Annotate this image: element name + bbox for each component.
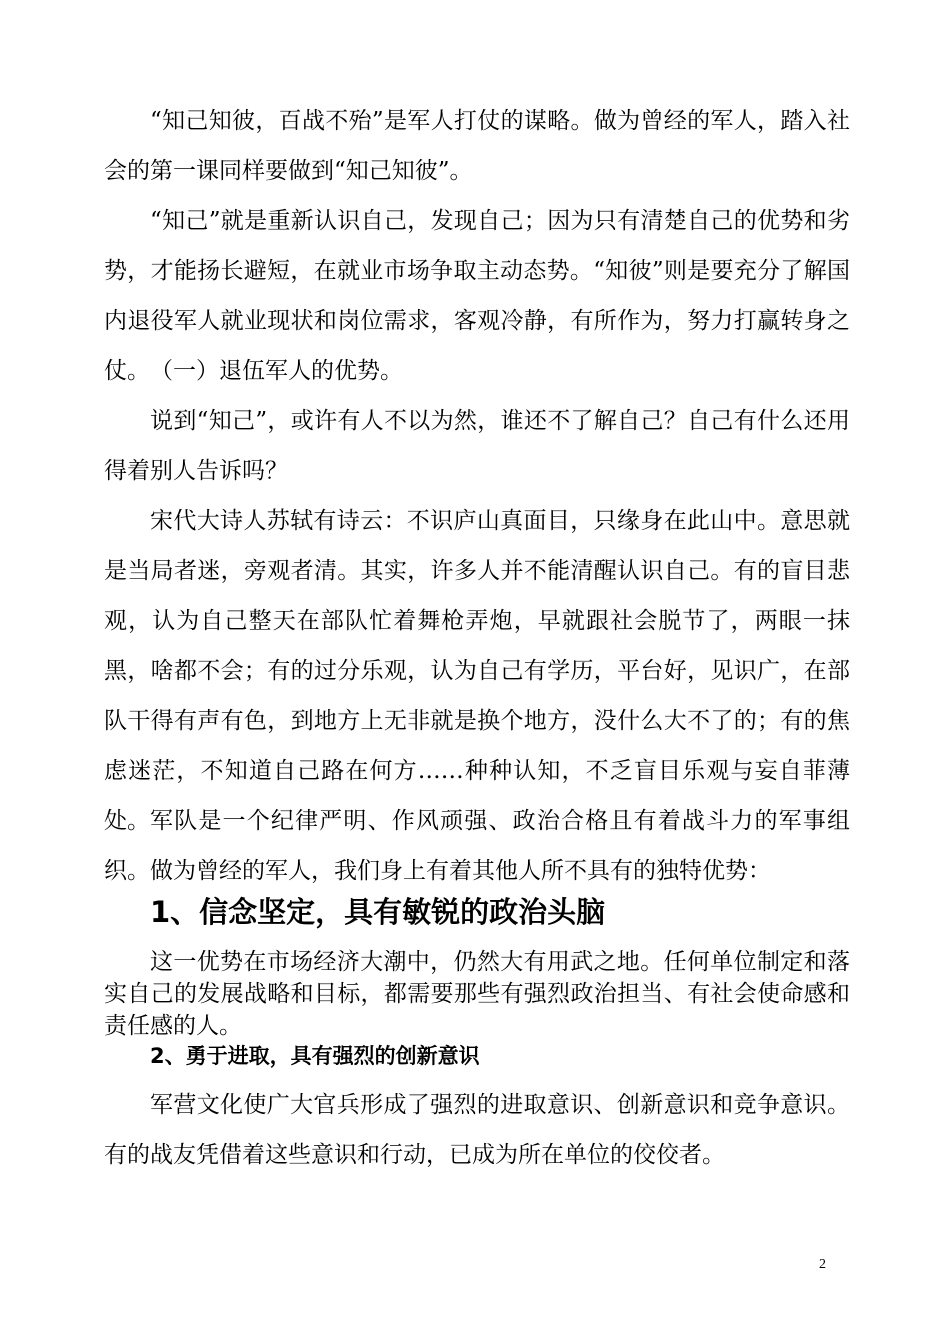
paragraph-know-yourself-intro: “知己知彼，百战不殆”是军人打仗的谋略。做为曾经的军人，踏入社会的第一课同样要做到“知己知彼”。 [104,108,850,184]
paragraph-su-shi-poem: 宋代大诗人苏轼有诗云：不识庐山真面目，只缘身在此山中。意思就是当局者迷，旁观者清。其实，许多人并不能清醒认识自己。有的盲目悲观，认为自己整天在部队忙着舞枪弄炮，早就跟社会脱节了，两眼一抹黑，啥都不会；有的过分乐观，认为自己有学历，平台好，见识广，在部队干得有声有色，到地方上无非就是换个地方，没什么大不了的；有的焦虑迷茫，不知道自己路在何方……种种认知，不乏盲目乐观与妄自菲薄处。 [104,508,850,834]
section-heading-veteran-advantages: （一）退伍军人的优势。 [150,358,403,384]
heading-innovation: 2、勇于进取，具有强烈的创新意识 [150,1044,480,1068]
paragraph-barracks-culture: 军营文化使广大官兵形成了强烈的进取意识、创新意识和竞争意识。有的战友凭借着这些意识和行动，已成为所在单位的佼佼者。 [104,1092,850,1168]
paragraph-self-knowledge-question: 说到“知己”，或许有人不以为然，谁还不了解自己？自己有什么还用得着别人告诉吗？ [104,408,850,484]
page-number: 2 [819,1257,826,1272]
paragraph-know-yourself-definition: “知己”就是重新认识自己，发现自己；因为只有清楚自己的优势和劣势，才能扬长避短，在就业市场争取主动态势。“知彼”则是要充分了解国内退役军人就业现状和岗位需求，客观冷静，有所作为，努力打赢转身之仗。 [104,208,850,384]
paragraph-political-advantage: 这一优势在市场经济大潮中，仍然大有用武之地。任何单位制定和落实自己的发展战略和目标，都需要那些有强烈政治担当、有社会使命感和责任感的人。 [104,949,850,1039]
heading-firm-belief: 1、信念坚定，具有敏锐的政治头脑 [150,895,606,929]
paragraph-military-organization: 军队是一个纪律严明、作风顽强、政治合格且有着战斗力的军事组织。做为曾经的军人，我们身上有着其他人所不具有的独特优势： [104,808,850,884]
